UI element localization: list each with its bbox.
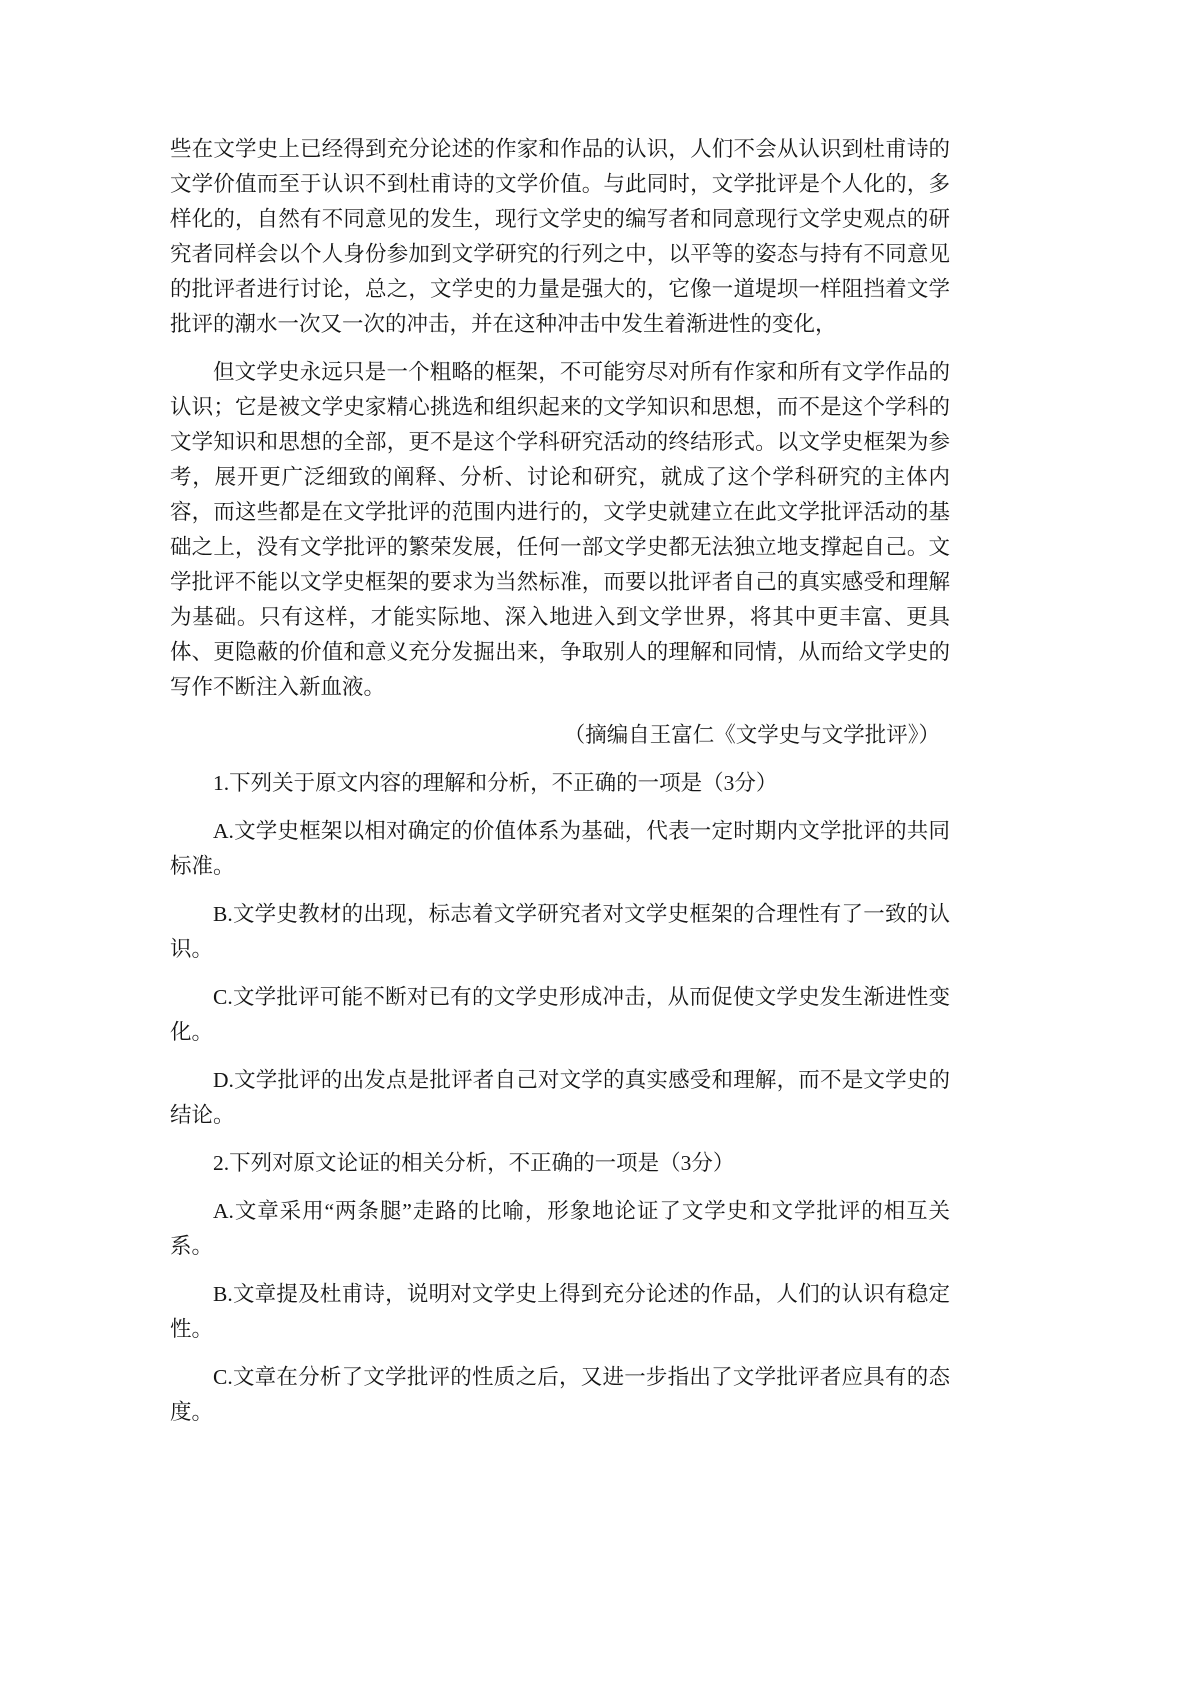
body-paragraph: 些在文学史上已经得到充分论述的作家和作品的认识，人们不会从认识到杜甫诗的文学价值而至于认识不到杜甫诗的文学价值。与此同时，文学批评是个人化的，多样化的，自然有不同意见的发生，现行文学史的编写者和同意现行文学史观点的研究者同样会以个人身份参加到文学研究的行列之中，以平等的姿态与持有不同意见的批评者进行讨论，总之，文学史的力量是强大的，它像一道堤坝一样阻挡着文学批评的潮水一次又一次的冲击，并在这种冲击中发生着渐进性的变化， <box>170 137 950 336</box>
question-1-option-c: C.文学批评可能不断对已有的文学史形成冲击，从而促使文学史发生渐进性变化。 <box>170 985 950 1044</box>
question-2-option-b: B.文章提及杜甫诗，说明对文学史上得到充分论述的作品，人们的认识有稳定性。 <box>170 1282 950 1341</box>
question-1-option-a: A.文学史框架以相对确定的价值体系为基础，代表一定时期内文学批评的共同标准。 <box>170 819 950 878</box>
question-1-option-b: B.文学史教材的出现，标志着文学研究者对文学史框架的合理性有了一致的认识。 <box>170 902 950 961</box>
body-paragraph: 但文学史永远只是一个粗略的框架，不可能穷尽对所有作家和所有文学作品的认识；它是被文学史家精心挑选和组织起来的文学知识和思想，而不是这个学科的文学知识和思想的全部，更不是这个学科研究活动的终结形式。以文学史框架为参考，展开更广泛细致的阐释、分析、讨论和研究，就成了这个学科研究的主体内容，而这些都是在文学批评的范围内进行的，文学史就建立在此文学批评活动的基础之上，没有文学批评的繁荣发展，任何一部文学史都无法独立地支撑起自己。文学批评不能以文学史框架的要求为当然标准，而要以批评者自己的真实感受和理解为基础。只有这样，才能实际地、深入地进入到文学世界，将其中更丰富、更具体、更隐蔽的价值和意义充分发掘出来，争取别人的理解和同情，从而给文学史的写作不断注入新血液。 <box>170 360 950 699</box>
question-2-option-a: A.文章采用“两条腿”走路的比喻，形象地论证了文学史和文学批评的相互关系。 <box>170 1199 950 1258</box>
question-1-option-d: D.文学批评的出发点是批评者自己对文学的真实感受和理解，而不是文学史的结论。 <box>170 1068 950 1127</box>
question-1-stem: 1.下列关于原文内容的理解和分析，不正确的一项是（3分） <box>213 771 778 795</box>
question-2-stem: 2.下列对原文论证的相关分析，不正确的一项是（3分） <box>213 1151 735 1175</box>
attribution-line: （摘编自王富仁《文学史与文学批评》） <box>563 723 940 747</box>
question-2-option-c: C.文章在分析了文学批评的性质之后，又进一步指出了文学批评者应具有的态度。 <box>170 1365 950 1424</box>
